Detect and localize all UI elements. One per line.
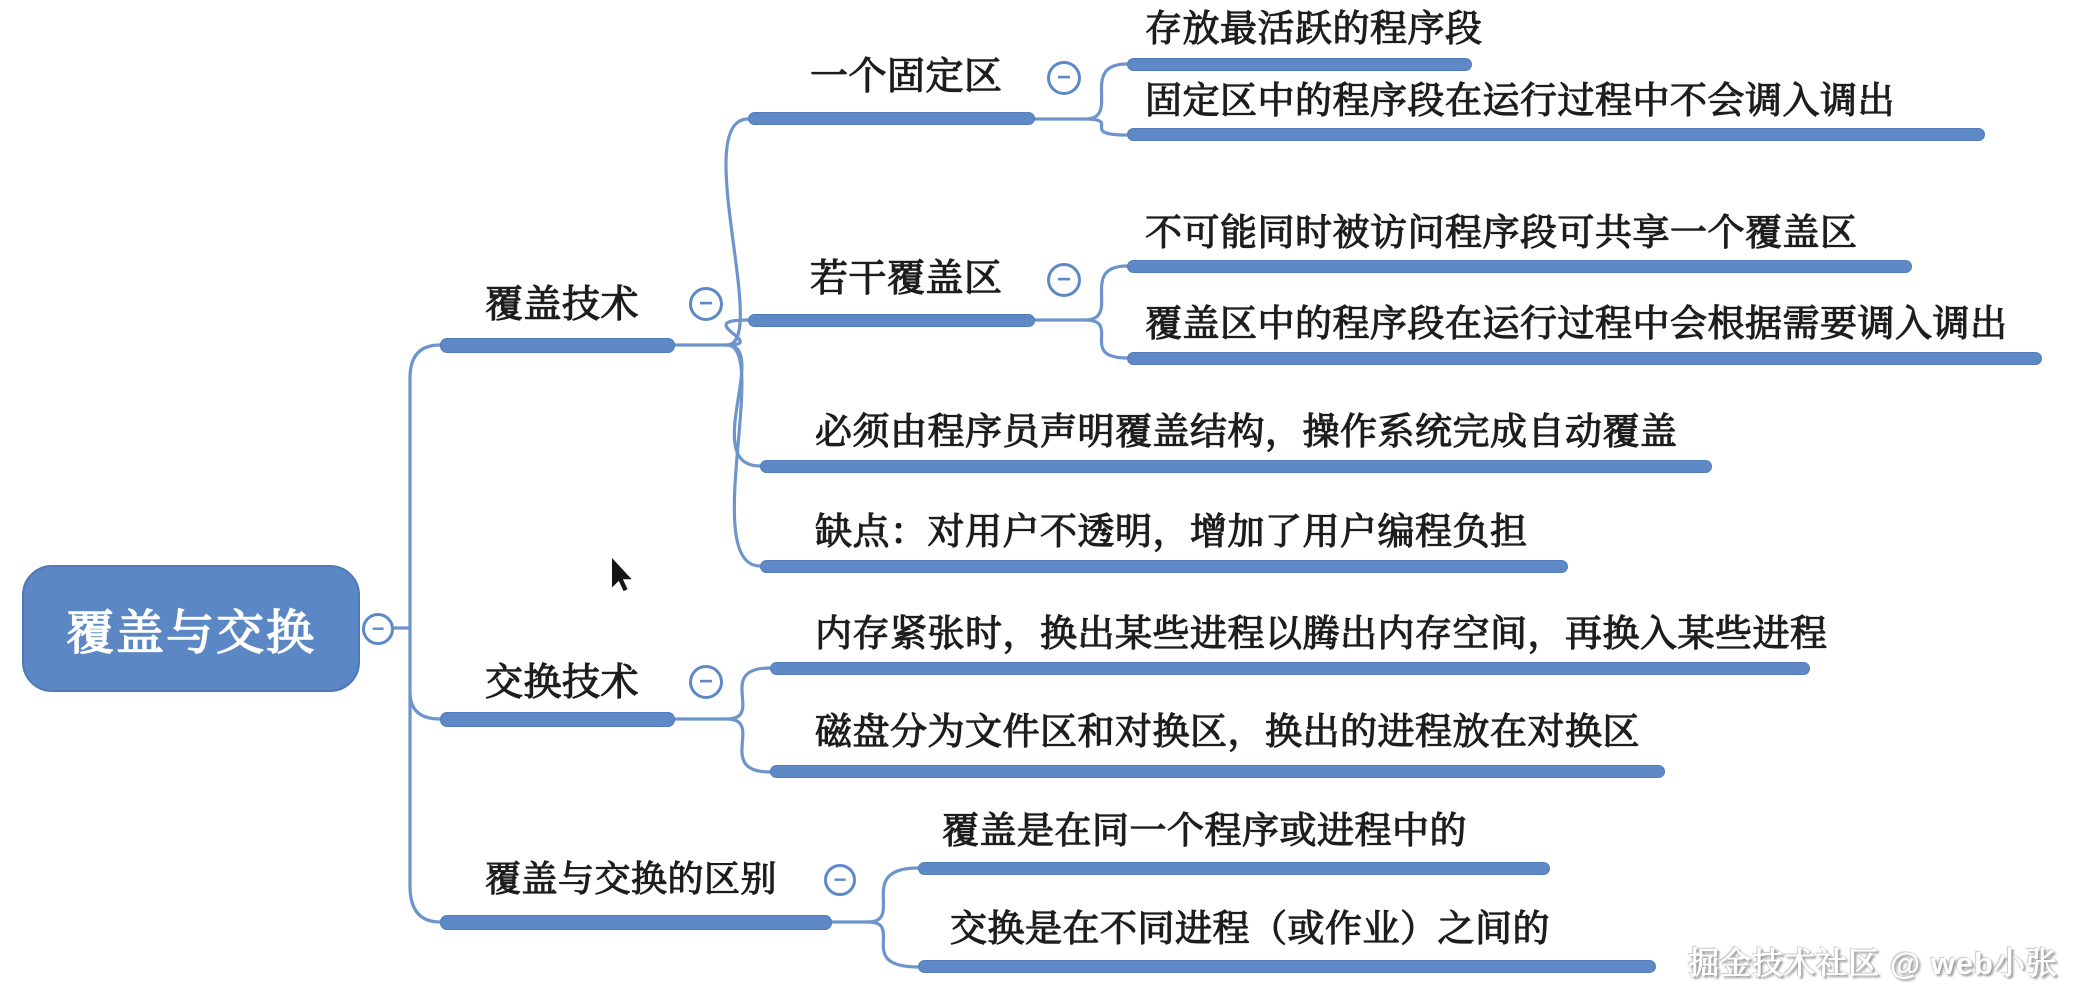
node-underline[interactable] xyxy=(770,662,1810,675)
fixedarea-to-leaf2 xyxy=(1085,119,1127,135)
node-underline[interactable] xyxy=(918,862,1550,875)
node-underline[interactable] xyxy=(440,712,675,727)
root-node[interactable]: 覆盖与交换 xyxy=(22,565,360,692)
fixedarea-to-leaf1 xyxy=(1085,64,1127,119)
node-underline[interactable] xyxy=(918,960,1656,973)
node-underline[interactable] xyxy=(1127,58,1472,71)
leaf-label[interactable]: 交换是在不同进程（或作业）之间的 xyxy=(950,908,1550,949)
branch-label-swap-tech[interactable]: 交换技术 xyxy=(485,662,640,704)
mouse-cursor-icon xyxy=(608,554,648,600)
overlayareas-to-leaf2 xyxy=(1085,320,1127,358)
node-underline[interactable] xyxy=(1127,352,2042,365)
branch3-to-child1 xyxy=(868,868,918,922)
branch-label-difference[interactable]: 覆盖与交换的区别 xyxy=(485,858,778,899)
node-underline[interactable] xyxy=(748,314,1035,327)
node-label-several-overlay-areas[interactable]: 若干覆盖区 xyxy=(810,258,1003,300)
overlayareas-to-leaf1 xyxy=(1085,266,1127,320)
node-underline[interactable] xyxy=(440,915,832,930)
node-underline[interactable] xyxy=(760,460,1712,473)
leaf-label[interactable]: 不可能同时被访问程序段可共享一个覆盖区 xyxy=(1145,212,1858,253)
branch1-to-child2 xyxy=(726,320,748,345)
trunk-line xyxy=(410,345,440,922)
branch2-to-child1 xyxy=(727,668,770,719)
collapse-minus-icon[interactable]: − xyxy=(689,665,723,699)
leaf-label[interactable]: 覆盖区中的程序段在运行过程中会根据需要调入调出 xyxy=(1145,303,2008,344)
node-underline[interactable] xyxy=(760,560,1568,573)
collapse-minus-icon[interactable]: − xyxy=(1047,263,1081,297)
watermark: 掘金技术社区 @ web小张 xyxy=(1688,946,2058,981)
leaf-label[interactable]: 磁盘分为文件区和对换区，换出的进程放在对换区 xyxy=(815,711,1640,752)
leaf-label[interactable]: 存放最活跃的程序段 xyxy=(1145,8,1483,49)
trunk-mid-elbow xyxy=(410,692,440,719)
node-underline[interactable] xyxy=(748,112,1035,125)
leaf-label[interactable]: 缺点：对用户不透明，增加了用户编程负担 xyxy=(815,511,1528,552)
leaf-label[interactable]: 内存紧张时，换出某些进程以腾出内存空间，再换入某些进程 xyxy=(815,613,1828,654)
branch2-to-child2 xyxy=(727,719,770,772)
leaf-label[interactable]: 必须由程序员声明覆盖结构，操作系统完成自动覆盖 xyxy=(815,411,1678,452)
branch1-to-child4 xyxy=(727,345,760,566)
leaf-label[interactable]: 覆盖是在同一个程序或进程中的 xyxy=(942,810,1467,851)
collapse-minus-icon[interactable]: − xyxy=(689,287,723,321)
collapse-minus-icon[interactable]: − xyxy=(362,613,394,645)
collapse-minus-icon[interactable]: − xyxy=(1047,61,1081,95)
branch1-to-child1 xyxy=(726,119,748,345)
node-underline[interactable] xyxy=(1127,260,1912,273)
node-underline[interactable] xyxy=(440,338,675,353)
leaf-label[interactable]: 固定区中的程序段在运行过程中不会调入调出 xyxy=(1145,80,1895,121)
branch-label-overlay-tech[interactable]: 覆盖技术 xyxy=(485,284,640,326)
branch3-to-child2 xyxy=(868,922,918,967)
collapse-minus-icon[interactable]: − xyxy=(824,864,856,896)
node-label-one-fixed-area[interactable]: 一个固定区 xyxy=(810,56,1003,98)
node-underline[interactable] xyxy=(770,765,1665,778)
node-underline[interactable] xyxy=(1127,128,1985,141)
branch1-to-child3 xyxy=(727,345,760,466)
